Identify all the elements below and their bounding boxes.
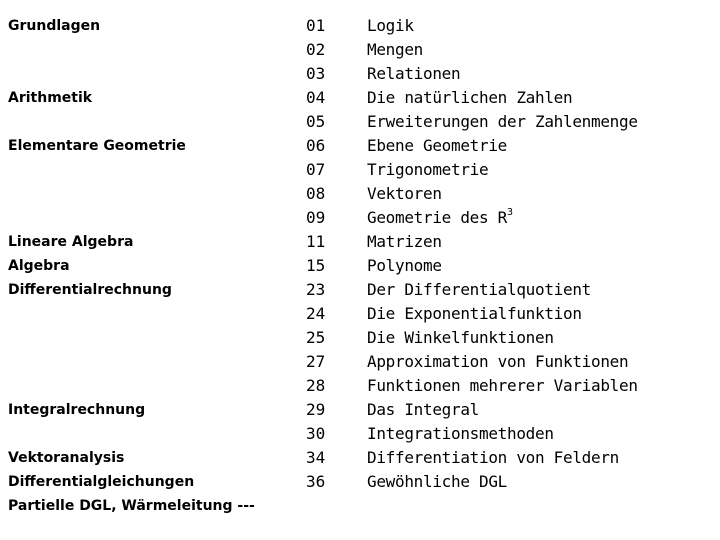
topic-label: [8, 374, 293, 398]
superscript-exponent: 3: [507, 206, 513, 218]
chapter-title: Integrationsmethoden: [367, 424, 554, 443]
chapter-title: Erweiterungen der Zahlenmenge: [367, 112, 638, 131]
chapter-title: Approximation von Funktionen: [367, 352, 629, 371]
topic-label: Vektoranalysis: [8, 450, 125, 466]
topic-label: Algebra: [8, 258, 70, 274]
topic-label: [8, 38, 293, 62]
topic-label: Partielle DGL, Wärmeleitung ---: [8, 498, 255, 514]
chapter-number: 28: [306, 376, 326, 395]
chapter-number: 30: [306, 424, 326, 443]
topic-label: [8, 182, 293, 206]
chapter-title: Differentiation von Feldern: [367, 448, 619, 467]
chapter-title: Das Integral: [367, 400, 479, 419]
topic-label: Differentialrechnung: [8, 282, 172, 298]
chapter-number-column: [306, 14, 346, 494]
topic-label: Lineare Algebra: [8, 234, 134, 250]
topic-label: Grundlagen: [8, 18, 101, 34]
chapter-number: 29: [306, 400, 326, 419]
chapter-number: 23: [306, 280, 326, 299]
chapter-number: 11: [306, 232, 326, 251]
chapter-title: Der Differentialquotient: [367, 280, 591, 299]
topic-label: Differentialgleichungen: [8, 474, 195, 490]
chapter-title: Die Winkelfunktionen: [367, 328, 554, 347]
chapter-title: Matrizen: [367, 232, 442, 251]
topic-label: [8, 302, 293, 326]
chapter-title: Trigonometrie: [367, 160, 489, 179]
chapter-number: 24: [306, 304, 326, 323]
chapter-number: 01: [306, 16, 326, 35]
chapter-number: 02: [306, 40, 326, 59]
topic-label: [8, 206, 293, 230]
chapter-title: Ebene Geometrie: [367, 136, 507, 155]
chapter-title: [367, 206, 717, 230]
chapter-title-column: [367, 14, 717, 494]
topic-label: [8, 422, 293, 446]
chapter-number: 08: [306, 184, 326, 203]
chapter-number: 07: [306, 160, 326, 179]
chapter-title: Vektoren: [367, 184, 442, 203]
chapter-number: 09: [306, 208, 326, 227]
chapter-title: Relationen: [367, 64, 461, 83]
topic-label: [8, 62, 293, 86]
chapter-number: 04: [306, 88, 326, 107]
chapter-number: 06: [306, 136, 326, 155]
topic-label: [8, 158, 293, 182]
chapter-title: Funktionen mehrerer Variablen: [367, 376, 638, 395]
chapter-number: 25: [306, 328, 326, 347]
chapter-title-text: Geometrie des R: [367, 208, 507, 227]
chapter-title: Mengen: [367, 40, 423, 59]
topic-label: [8, 326, 293, 350]
chapter-number: 27: [306, 352, 326, 371]
chapter-title: Die Exponentialfunktion: [367, 304, 582, 323]
topic-label: Integralrechnung: [8, 402, 146, 418]
topic-label: Elementare Geometrie: [8, 138, 186, 154]
chapter-number: 03: [306, 64, 326, 83]
chapter-title: Die natürlichen Zahlen: [367, 88, 573, 107]
topic-label: [8, 350, 293, 374]
chapter-title: Logik: [367, 16, 414, 35]
chapter-number: 34: [306, 448, 326, 467]
topic-label: [8, 110, 293, 134]
topic-label: Arithmetik: [8, 90, 93, 106]
chapter-number: 05: [306, 112, 326, 131]
topic-column: [8, 14, 293, 518]
chapter-title: Polynome: [367, 256, 442, 275]
chapter-number: 36: [306, 472, 326, 491]
chapter-title: Gewöhnliche DGL: [367, 472, 507, 491]
chapter-number: 15: [306, 256, 326, 275]
